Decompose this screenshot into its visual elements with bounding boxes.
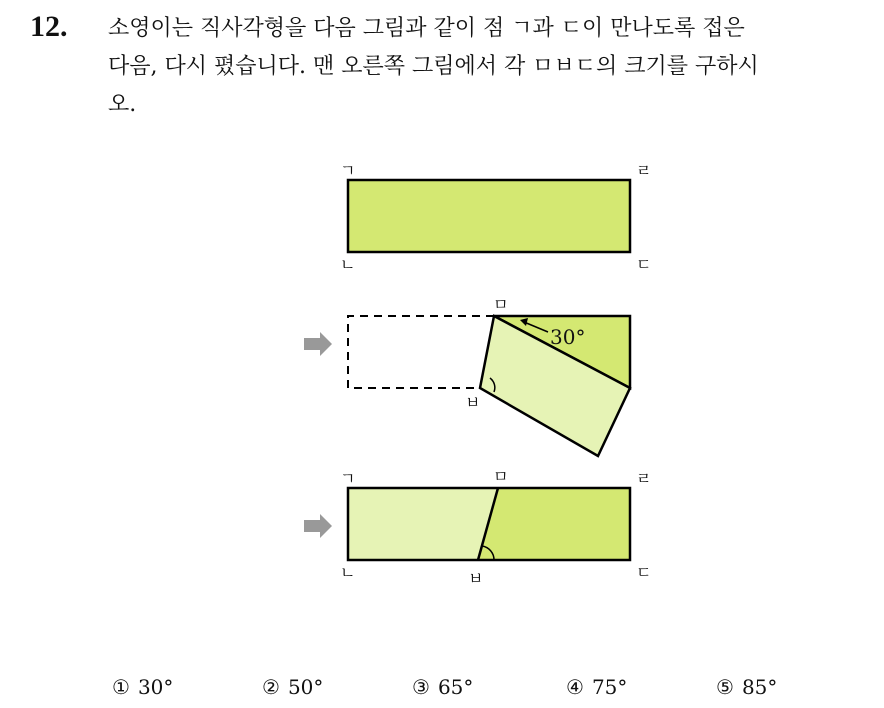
choice-value: 65° <box>437 675 474 699</box>
choice-4[interactable] <box>566 675 635 699</box>
choice-1[interactable] <box>112 675 181 699</box>
question-text-line-3: 오. <box>108 92 137 117</box>
question-number: 12. <box>30 10 68 43</box>
arrow-right-icon <box>304 332 332 356</box>
choice-marker: ⑤ <box>716 675 734 699</box>
angle-30-label: 30° <box>550 325 586 349</box>
label-r-bottom: ㄹ <box>636 469 652 488</box>
label-m-bottom: ㅁ <box>493 467 509 486</box>
label-b-bottom: ㅂ <box>468 569 484 588</box>
choice-value: 75° <box>591 675 628 699</box>
choice-value: 30° <box>137 675 174 699</box>
label-m-mid: ㅁ <box>493 295 509 314</box>
question-text-line-1: 소영이는 직사각형을 다음 그림과 같이 점 ㄱ과 ㄷ이 만나도록 접은 <box>108 16 745 41</box>
label-b-mid: ㅂ <box>465 393 481 412</box>
choice-3[interactable] <box>412 675 481 699</box>
choice-5[interactable] <box>716 675 785 699</box>
original-rectangle <box>348 180 630 252</box>
left-light-region <box>348 488 498 560</box>
label-n-top: ㄴ <box>340 255 356 274</box>
label-n-bottom: ㄴ <box>340 563 356 582</box>
label-r-top: ㄹ <box>636 161 652 180</box>
choice-marker: ③ <box>412 675 430 699</box>
label-g-top: ㄱ <box>340 161 356 180</box>
choice-value: 50° <box>287 675 324 699</box>
choice-value: 85° <box>741 675 778 699</box>
label-d-top: ㄷ <box>636 255 652 274</box>
unfolded-outline <box>348 316 494 388</box>
choice-marker: ② <box>262 675 280 699</box>
choice-2[interactable] <box>262 675 331 699</box>
choice-marker: ① <box>112 675 130 699</box>
arrow-right-icon <box>304 514 332 538</box>
right-dark-region <box>478 488 630 560</box>
question-text-line-2: 다음, 다시 폈습니다. 맨 오른쪽 그림에서 각 ㅁㅂㄷ의 크기를 구하시 <box>108 54 759 79</box>
label-d-bottom: ㄷ <box>636 563 652 582</box>
choice-marker: ④ <box>566 675 584 699</box>
label-g-bottom: ㄱ <box>340 469 356 488</box>
